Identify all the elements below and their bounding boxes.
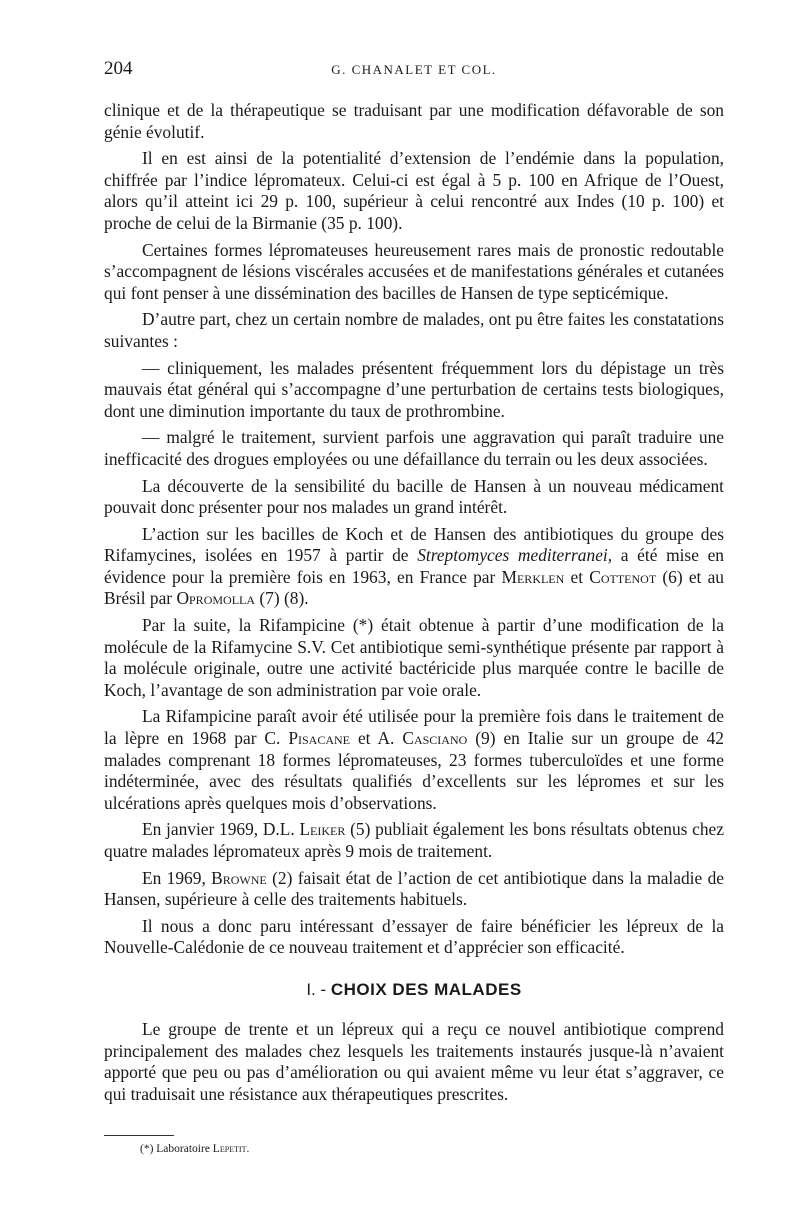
running-title: G. CHANALET ET COL. (331, 62, 497, 77)
paragraph-leiker (104, 819, 724, 862)
text-run: En janvier 1969, D.L. (142, 819, 300, 840)
text-run: L’action sur les bacilles de Koch et de Hansen des antibiotiques du groupe des Rifamycines, isolées en 1957 à partir de (104, 523, 724, 566)
text-run: (2) faisait état de l’action de cet antibiotique dans la maladie de Hansen, supérieure à celle des traitements habituels. (104, 867, 724, 910)
author-name: Casciano (402, 728, 468, 749)
section-title: CHOIX DES MALADES (330, 980, 522, 999)
text-run: (6) et au Brésil par (104, 566, 724, 609)
author-name: Merklen (501, 566, 565, 587)
paragraph-formes-lepromateuses: Certaines formes lépromateuses heureusement rares mais de pronostic redoutable s’accompagnent de lésions viscérales accusées et de manifestations générales et cutanées qui font penser à une dissémination des bacilles de Hansen de type septicémique. (104, 239, 724, 303)
text-run: La Rifampicine paraît avoir été utilisée pour la première fois dans le traitement de la lèpre en 1968 par C. (104, 706, 724, 749)
text-run: En 1969, (142, 867, 212, 888)
author-name: Opromolla (176, 588, 256, 609)
author-name: Pisacane (288, 728, 351, 749)
paragraph-final: Il nous a donc paru intéressant d’essayer de faire bénéficier les lépreux de la Nouvelle-Calédonie de ce nouveau traitement et d’apprécier son efficacité. (104, 915, 724, 958)
footnote-name: Lepetit (212, 1143, 247, 1155)
text-run: . (246, 1143, 250, 1155)
species-name: Streptomyces mediterranei, (417, 545, 613, 566)
section-text (104, 1019, 724, 1105)
page-number: 204 (104, 58, 133, 79)
text-run: a été mise en évidence pour la première fois en 1963, en France par (104, 545, 724, 587)
main-text (104, 100, 724, 959)
footnote (140, 1143, 249, 1155)
author-name: Leiker (299, 819, 346, 840)
author-name: Cottenot (589, 566, 657, 587)
paragraph-continued: clinique et de la thérapeutique se traduisant par une modification défavorable de son génie évolutif. (104, 100, 724, 142)
text-run: (7) (8). (255, 588, 309, 609)
paragraph-cliniquement: — cliniquement, les malades présentent fréquemment lors du dépistage un très mauvais état général qui s’accompagne d’une perturbation de certains tests biologiques, dont une diminution importante du taux de prothrombine. (104, 357, 724, 421)
text-run: (9) en Italie sur un groupe de 42 malades comprenant 18 formes lépromateuses, 23 formes tuberculoïdes et une forme indéterminée, avec des résultats qualifiés d’excellents sur les lépromes et sur les ulcérations après quelques mois d’observations. (104, 728, 724, 813)
paragraph-choix-malades: Le groupe de trente et un lépreux qui a reçu ce nouvel antibiotique comprend principalement des malades chez lesquels les traitements instaurés jusque-là n’avaient apporté que peu ou pas d’amélioration ou qui avaient même vu leur état s’aggraver, ce qui traduisait une résistance aux thérapeutiques prescrites. (104, 1019, 724, 1104)
text-run: et A. (350, 728, 403, 749)
paragraph-rifampicine: Par la suite, la Rifampicine (*) était obtenue à partir d’une modification de la molécule de la Rifamycine S.V. Cet antibiotique semi-synthétique présente par rapport à la molécule originale, outre une activité bactéricide plus marquée contre le bacille de Koch, l’avantage de son administration par voie orale. (104, 615, 724, 700)
paragraph-rifamycines (104, 524, 724, 610)
text-run: (*) Laboratoire (140, 1143, 213, 1155)
paragraph-constatations: D’autre part, chez un certain nombre de malades, ont pu être faites les constatations suivantes : (104, 309, 724, 351)
page-header (104, 58, 724, 82)
footnote-rule (104, 1135, 174, 1136)
text-run: et (564, 566, 590, 587)
section-number: I. - (306, 980, 331, 999)
paragraph-traitement: — malgré le traitement, survient parfois une aggravation qui paraît traduire une inefficacité des drogues employées ou une défaillance du terrain ou les deux associées. (104, 427, 724, 469)
author-name: Browne (211, 867, 267, 888)
text-run: (5) publiait également les bons résultats obtenus chez quatre malades lépromateux après 9 mois de traitement. (104, 819, 724, 861)
paragraph-decouverte: La découverte de la sensibilité du bacille de Hansen à un nouveau médicament pouvait donc présenter pour nos malades un grand intérêt. (104, 475, 724, 518)
section-heading (104, 980, 724, 1000)
paragraph-endemie: Il en est ainsi de la potentialité d’extension de l’endémie dans la population, chiffrée par l’indice lépromateux. Celui-ci est égal à 5 p. 100 en Afrique de l’Ouest, alors qu’il atteint ici 29 p. 100, supérieur à celui rencontré aux Indes (10 p. 100) et proche de celui de la Birmanie (35 p. 100). (104, 148, 724, 233)
paragraph-pisacane (104, 706, 724, 814)
paragraph-browne (104, 868, 724, 911)
